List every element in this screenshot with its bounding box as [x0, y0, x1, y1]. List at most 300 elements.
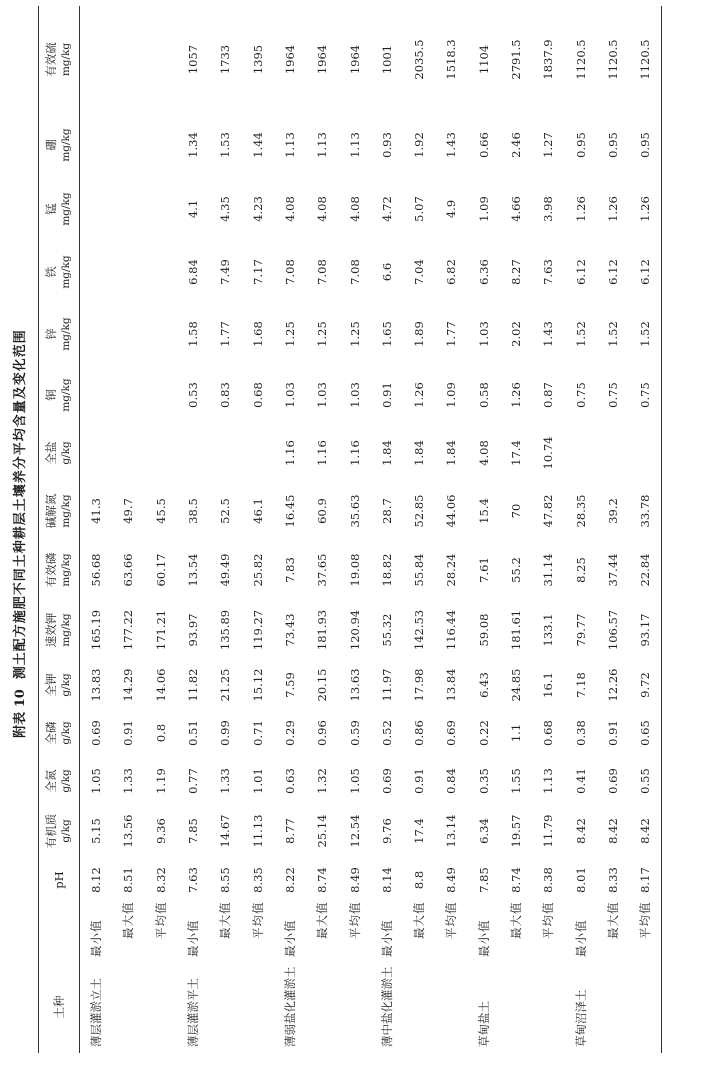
value-cell: 8.33: [605, 867, 620, 893]
value-cell: 0.68: [250, 382, 265, 408]
value-cell: 1.92: [412, 132, 427, 158]
column-header-name: 有效磷: [44, 552, 58, 588]
value-cell: 37.65: [315, 553, 330, 587]
value-cell: [80, 425, 113, 481]
value-cell: 52.5: [218, 498, 233, 524]
value-cell: 1.16: [347, 440, 362, 466]
soil-type-cell: [338, 961, 370, 1053]
value-cell: 0.91: [605, 720, 620, 746]
value-cell: 8.14: [379, 867, 394, 893]
value-cell: 8.51: [121, 867, 136, 893]
value-cell: 19.08: [347, 553, 362, 587]
value-cell: 119.27: [250, 609, 265, 651]
stat-label-cell: 最大值: [509, 901, 523, 939]
value-cell: 1.05: [89, 768, 104, 794]
value-cell: 56.68: [89, 553, 104, 587]
value-cell: 55.2: [509, 557, 523, 583]
soil-type-cell: 薄层灌淤立土: [89, 978, 104, 1047]
value-cell: 0.22: [476, 720, 491, 746]
column-header-name: 土种: [51, 995, 66, 1019]
stat-label-cell: 最小值: [379, 919, 394, 957]
stat-label-cell: 最小值: [186, 919, 201, 957]
value-cell: 1.03: [347, 382, 362, 408]
value-cell: 1.34: [186, 132, 201, 158]
value-cell: 7.18: [573, 672, 588, 698]
value-cell: 59.08: [476, 613, 491, 647]
soil-type-cell: [597, 961, 629, 1053]
table-row: [112, 6, 144, 1053]
value-cell: 1.27: [541, 132, 556, 158]
value-cell: 18.82: [379, 553, 394, 587]
value-cell: [145, 6, 177, 113]
value-cell: 1.25: [347, 321, 362, 347]
value-cell: 52.85: [412, 494, 427, 528]
value-cell: 1120.5: [605, 39, 620, 80]
value-cell: 4.08: [347, 196, 362, 222]
soil-type-cell: [500, 961, 532, 1053]
value-cell: [112, 241, 144, 303]
stat-label-cell: 平均值: [153, 901, 168, 939]
value-cell: 6.84: [186, 259, 201, 285]
value-cell: [112, 177, 144, 241]
value-cell: 70: [509, 503, 523, 519]
value-cell: 0.75: [629, 365, 662, 425]
value-cell: 1.13: [315, 132, 330, 158]
value-cell: 8.22: [282, 867, 297, 893]
value-cell: 2791.5: [509, 39, 523, 80]
value-cell: 0.95: [605, 132, 620, 158]
value-cell: [241, 425, 273, 481]
value-cell: [80, 113, 113, 177]
value-cell: 135.89: [218, 609, 233, 651]
soil-type-cell: 薄弱盐化灌淤土: [282, 966, 297, 1047]
column-header-unit: g/kg: [60, 673, 72, 697]
value-cell: 116.44: [444, 609, 459, 651]
table-row: [403, 6, 435, 1053]
table-row: [338, 6, 370, 1053]
column-header: [39, 857, 80, 903]
value-cell: 0.95: [573, 132, 588, 158]
value-cell: 1733: [218, 44, 233, 75]
value-cell: 0.84: [444, 768, 459, 794]
value-cell: 0.8: [153, 723, 168, 743]
column-header-name: 锰: [44, 203, 58, 215]
value-cell: 1.13: [347, 132, 362, 158]
value-cell: [145, 177, 177, 241]
soil-type-cell: [435, 961, 467, 1053]
column-header: [39, 709, 80, 757]
value-cell: 7.85: [186, 818, 201, 844]
value-cell: 6.36: [476, 259, 491, 285]
value-cell: 1.01: [250, 768, 265, 794]
value-cell: 17.4: [412, 818, 427, 844]
value-cell: [80, 303, 113, 365]
value-cell: 0.95: [629, 113, 662, 177]
value-cell: 2035.5: [412, 39, 427, 80]
value-cell: 0.83: [218, 382, 233, 408]
value-cell: 6.34: [476, 818, 491, 844]
stat-label-cell: 最大值: [605, 901, 620, 939]
stat-label-cell: 最大值: [412, 901, 427, 939]
value-cell: 9.72: [629, 661, 662, 709]
value-cell: 31.14: [541, 553, 556, 587]
column-header-unit: g/kg: [60, 721, 72, 745]
value-cell: 3.98: [541, 196, 556, 222]
value-cell: 4.9: [444, 199, 459, 219]
value-cell: 0.69: [379, 768, 394, 794]
value-cell: 8.49: [444, 867, 459, 893]
value-cell: 6.6: [379, 262, 394, 282]
value-cell: 44.06: [444, 494, 459, 528]
column-header-unit: mg/kg: [60, 378, 72, 412]
value-cell: 8.8: [412, 870, 427, 890]
value-cell: 39.2: [605, 498, 620, 524]
column-header: [39, 757, 80, 805]
value-cell: 7.85: [476, 867, 491, 893]
value-cell: 11.13: [250, 814, 265, 848]
value-cell: 13.83: [89, 668, 104, 702]
value-cell: 11.79: [541, 814, 556, 848]
value-cell: 6.82: [444, 259, 459, 285]
value-cell: 7.08: [315, 259, 330, 285]
table-row: [209, 6, 241, 1053]
value-cell: 1.84: [379, 440, 394, 466]
value-cell: 1.26: [629, 177, 662, 241]
value-cell: 49.49: [218, 553, 233, 587]
value-cell: 38.5: [186, 498, 201, 524]
soil-type-cell: 草甸沼泽土: [573, 989, 588, 1047]
value-cell: [629, 425, 662, 481]
value-cell: 120.94: [347, 609, 362, 651]
nutrient-table: [38, 6, 662, 1053]
value-cell: 11.97: [379, 668, 394, 702]
value-cell: [80, 177, 113, 241]
stat-label-cell: 平均值: [541, 901, 556, 939]
value-cell: 8.32: [153, 867, 168, 893]
column-header: [39, 481, 80, 541]
value-cell: 8.49: [347, 867, 362, 893]
value-cell: 15.4: [476, 498, 491, 524]
value-cell: 1.77: [218, 321, 233, 347]
value-cell: 0.35: [476, 768, 491, 794]
value-cell: 8.42: [573, 818, 588, 844]
value-cell: 1.84: [412, 440, 427, 466]
value-cell: 13.56: [121, 814, 136, 848]
value-cell: [597, 425, 629, 481]
value-cell: 17.4: [509, 440, 523, 466]
value-cell: 1.89: [412, 321, 427, 347]
value-cell: 1.16: [315, 440, 330, 466]
value-cell: [112, 303, 144, 365]
value-cell: 4.08: [315, 196, 330, 222]
value-cell: [112, 425, 144, 481]
column-header: [39, 661, 80, 709]
stat-label-cell: 最小值: [282, 919, 297, 957]
value-cell: 7.17: [250, 259, 265, 285]
value-cell: 1.26: [509, 382, 523, 408]
value-cell: 13.84: [444, 668, 459, 702]
value-cell: 8.74: [509, 867, 523, 893]
value-cell: 7.63: [186, 867, 201, 893]
column-header: [39, 177, 80, 241]
value-cell: 0.69: [444, 720, 459, 746]
value-cell: [145, 241, 177, 303]
value-cell: 8.17: [629, 857, 662, 903]
value-cell: 13.54: [186, 553, 201, 587]
value-cell: 79.77: [573, 613, 588, 647]
value-cell: 49.7: [121, 498, 136, 524]
column-header-name: 有机质: [44, 813, 58, 849]
value-cell: 7.04: [412, 259, 427, 285]
column-header-name: 速效钾: [44, 612, 58, 648]
value-cell: 6.43: [476, 672, 491, 698]
value-cell: 171.21: [153, 609, 168, 651]
column-header-name: 全钾: [44, 673, 58, 697]
value-cell: 1.58: [186, 321, 201, 347]
value-cell: 21.25: [218, 668, 233, 702]
value-cell: 181.93: [315, 609, 330, 651]
value-cell: 7.61: [476, 557, 491, 583]
value-cell: 1.26: [573, 196, 588, 222]
value-cell: 0.52: [379, 720, 394, 746]
value-cell: 0.75: [605, 382, 620, 408]
value-cell: 1.84: [444, 440, 459, 466]
value-cell: 0.87: [541, 382, 556, 408]
column-header: [39, 303, 80, 365]
column-header: [39, 541, 80, 599]
value-cell: 8.35: [250, 867, 265, 893]
soil-type-cell: 薄层灌淤平土: [186, 978, 201, 1047]
value-cell: 1.03: [282, 382, 297, 408]
column-header-name: 全磷: [44, 721, 58, 745]
value-cell: 7.49: [218, 259, 233, 285]
value-cell: 7.63: [541, 259, 556, 285]
value-cell: 11.82: [186, 668, 201, 702]
stat-label-cell: 最大值: [315, 901, 330, 939]
value-cell: 35.63: [347, 494, 362, 528]
value-cell: 0.91: [379, 382, 394, 408]
value-cell: 1.65: [379, 321, 394, 347]
value-cell: 55.84: [412, 553, 427, 587]
value-cell: 0.58: [476, 382, 491, 408]
value-cell: 0.68: [541, 720, 556, 746]
value-cell: 8.12: [89, 867, 104, 893]
value-cell: 12.54: [347, 814, 362, 848]
caption-number: 附表 10: [13, 689, 28, 738]
soil-type-cell: [306, 961, 338, 1053]
column-header: [39, 6, 80, 113]
value-cell: 1964: [315, 44, 330, 75]
value-cell: 6.12: [605, 259, 620, 285]
stat-label-cell: 平均值: [250, 901, 265, 939]
value-cell: 1120.5: [629, 6, 662, 113]
value-cell: 1.13: [282, 132, 297, 158]
stat-label-cell: 平均值: [444, 901, 459, 939]
table-row: [500, 6, 532, 1053]
value-cell: 15.12: [250, 668, 265, 702]
stat-label-cell: 最小值: [89, 919, 104, 957]
value-cell: [564, 425, 596, 481]
column-header: [39, 241, 80, 303]
stat-label-cell: 最大值: [218, 901, 233, 939]
value-cell: 8.74: [315, 867, 330, 893]
value-cell: 45.5: [153, 498, 168, 524]
value-cell: 4.72: [379, 196, 394, 222]
value-cell: 0.65: [629, 709, 662, 757]
table-row: [145, 6, 177, 1053]
value-cell: 1.77: [444, 321, 459, 347]
value-cell: 1.44: [250, 132, 265, 158]
soil-type-cell: [241, 961, 273, 1053]
value-cell: 1.53: [218, 132, 233, 158]
value-cell: 8.01: [573, 867, 588, 893]
value-cell: 0.96: [315, 720, 330, 746]
soil-type-cell: [145, 961, 177, 1053]
value-cell: 1.19: [153, 768, 168, 794]
value-cell: 1518.3: [444, 39, 459, 80]
value-cell: 33.78: [629, 481, 662, 541]
value-cell: 20.15: [315, 668, 330, 702]
value-cell: 0.66: [476, 132, 491, 158]
value-cell: 5.07: [412, 196, 427, 222]
value-cell: 2.46: [509, 132, 523, 158]
value-cell: 1.55: [509, 768, 523, 794]
value-cell: 1001: [379, 44, 394, 75]
value-cell: 0.51: [186, 720, 201, 746]
stat-label-cell: 最小值: [573, 919, 588, 957]
table-row: [371, 6, 403, 1053]
value-cell: 1964: [347, 44, 362, 75]
value-cell: 19.57: [509, 814, 523, 848]
value-cell: 8.38: [541, 867, 556, 893]
soil-type-cell: 草甸盐土: [476, 1001, 491, 1047]
value-cell: [177, 425, 209, 481]
column-header-unit: g/kg: [60, 819, 72, 843]
value-cell: 1.25: [315, 321, 330, 347]
value-cell: 7.59: [282, 672, 297, 698]
caption-title: 测土配方施肥不同土种耕层土壤养分平均含量及变化范围: [13, 329, 28, 680]
value-cell: 106.57: [605, 609, 620, 651]
table-row: [241, 6, 273, 1053]
soil-type-cell: 薄中盐化灌淤土: [379, 966, 394, 1047]
table-body: [80, 6, 662, 1053]
column-header-unit: g/kg: [60, 769, 72, 793]
table-row: [532, 6, 564, 1053]
value-cell: 1.52: [629, 303, 662, 365]
value-cell: 1837.9: [541, 39, 556, 80]
value-cell: 177.22: [121, 609, 136, 651]
value-cell: 13.14: [444, 814, 459, 848]
value-cell: [145, 425, 177, 481]
value-cell: 60.17: [153, 553, 168, 587]
table-row: [177, 6, 209, 1053]
column-header-unit: mg/kg: [60, 255, 72, 289]
column-header: [39, 961, 80, 1053]
value-cell: 1.03: [476, 321, 491, 347]
value-cell: 4.1: [186, 199, 201, 219]
value-cell: 1.33: [218, 768, 233, 794]
column-header: [39, 903, 80, 961]
value-cell: 1.52: [605, 321, 620, 347]
value-cell: 13.63: [347, 668, 362, 702]
value-cell: 1104: [476, 44, 491, 75]
value-cell: 165.19: [89, 609, 104, 651]
value-cell: 41.3: [89, 498, 104, 524]
column-header-name: 有效硫: [44, 42, 58, 77]
value-cell: 14.29: [121, 668, 136, 702]
soil-type-cell: [629, 961, 662, 1053]
header-row: [39, 6, 80, 1053]
column-header-name: 全盐: [44, 441, 58, 465]
value-cell: 28.7: [379, 498, 394, 524]
column-header-name: 锌: [44, 328, 58, 340]
value-cell: 1.43: [444, 132, 459, 158]
value-cell: 0.59: [347, 720, 362, 746]
value-cell: 2.02: [509, 321, 523, 347]
column-header: [39, 113, 80, 177]
value-cell: 25.14: [315, 814, 330, 848]
value-cell: 22.84: [629, 541, 662, 599]
value-cell: 1.05: [347, 768, 362, 794]
value-cell: 14.67: [218, 814, 233, 848]
value-cell: 8.27: [509, 259, 523, 285]
value-cell: 1.16: [282, 440, 297, 466]
column-header-name: pH: [51, 871, 66, 889]
column-header-unit: mg/kg: [60, 613, 72, 647]
value-cell: 1.32: [315, 768, 330, 794]
value-cell: 0.91: [412, 768, 427, 794]
value-cell: 1057: [186, 44, 201, 75]
value-cell: 8.77: [282, 818, 297, 844]
stat-label-cell: 最大值: [121, 901, 136, 939]
soil-type-cell: [403, 961, 435, 1053]
soil-type-cell: [209, 961, 241, 1053]
value-cell: 16.45: [282, 494, 297, 528]
value-cell: 9.36: [153, 818, 168, 844]
column-header: [39, 599, 80, 661]
value-cell: [145, 365, 177, 425]
value-cell: 0.55: [629, 757, 662, 805]
value-cell: 60.9: [315, 498, 330, 524]
table-row: [629, 6, 662, 1053]
table-row: [80, 6, 113, 1053]
value-cell: 8.42: [605, 818, 620, 844]
column-header-name: 碱解氮: [44, 493, 58, 529]
table-row: [564, 6, 596, 1053]
value-cell: 1.26: [412, 382, 427, 408]
value-cell: 12.26: [605, 668, 620, 702]
value-cell: 0.91: [121, 720, 136, 746]
column-header: [39, 805, 80, 857]
stat-label-cell: 最小值: [476, 919, 491, 957]
value-cell: 55.32: [379, 613, 394, 647]
value-cell: 1.26: [605, 196, 620, 222]
value-cell: 142.53: [412, 609, 427, 651]
value-cell: 4.35: [218, 196, 233, 222]
value-cell: 24.85: [509, 668, 523, 702]
value-cell: 0.29: [282, 720, 297, 746]
column-header-name: 铁: [44, 266, 58, 278]
value-cell: 7.08: [282, 259, 297, 285]
value-cell: [145, 113, 177, 177]
value-cell: 1.13: [541, 768, 556, 794]
value-cell: 4.08: [282, 196, 297, 222]
value-cell: 0.77: [186, 768, 201, 794]
value-cell: 9.76: [379, 818, 394, 844]
value-cell: 4.23: [250, 196, 265, 222]
value-cell: 0.93: [379, 132, 394, 158]
value-cell: 4.66: [509, 196, 523, 222]
